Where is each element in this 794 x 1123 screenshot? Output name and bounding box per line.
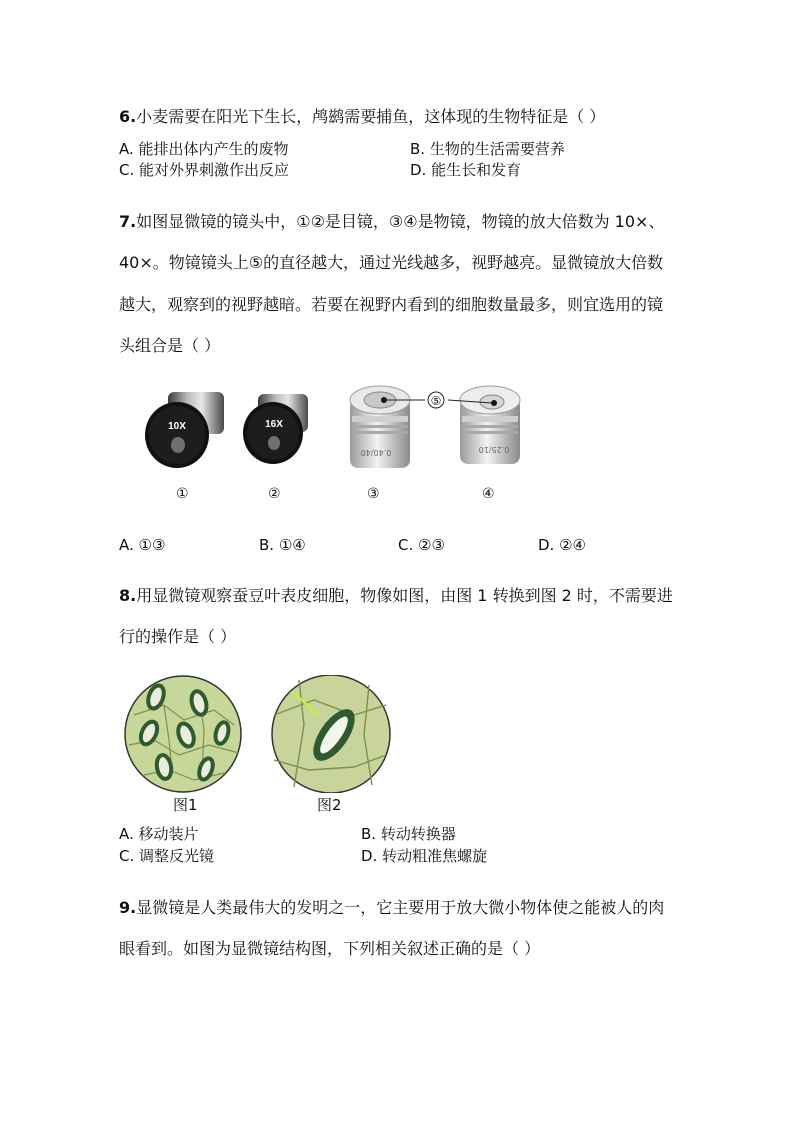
lens-label-1: ① bbox=[176, 486, 189, 502]
q7-option-d: D. ②④ bbox=[538, 536, 586, 554]
q6-option-c: C. 能对外界刺激作出反应 bbox=[119, 161, 290, 179]
q6-option-b: B. 生物的生活需要营养 bbox=[410, 140, 565, 158]
lens-label-3: ③ bbox=[367, 486, 380, 502]
q9-text-1: 显微镜是人类最伟大的发明之一，它主要用于放大微小物体使之能被人的肉 bbox=[136, 898, 665, 917]
svg-text:0.25/10: 0.25/10 bbox=[478, 445, 510, 454]
q7-option-b: B. ①④ bbox=[259, 536, 306, 554]
q8-line-2: 行的操作是（ ） bbox=[119, 627, 237, 646]
q8-option-a: A. 移动装片 bbox=[119, 825, 199, 843]
q6-stem-text: 小麦需要在阳光下生长，鸬鹚需要捕鱼，这体现的生物特征是（ ） bbox=[136, 107, 606, 126]
lens-label-4: ④ bbox=[482, 486, 495, 502]
figure-2-caption: 图2 bbox=[317, 796, 342, 814]
q9-number: 9. bbox=[119, 898, 137, 917]
eyepiece-1-image bbox=[145, 392, 224, 468]
q7-line-1 bbox=[119, 212, 664, 232]
q7-line-3: 越大，观察到的视野越暗。若要在视野内看到的细胞数量最多，则宜选用的镜 bbox=[119, 295, 664, 314]
q7-line-4: 头组合是（ ） bbox=[119, 336, 221, 355]
figure-1-image bbox=[125, 676, 241, 792]
q8-option-d: D. 转动粗准焦螺旋 bbox=[361, 847, 488, 865]
objective-4-image bbox=[460, 386, 520, 464]
lens-label-2: ② bbox=[268, 486, 281, 502]
eyepiece-2-mark: 16X bbox=[265, 419, 283, 430]
q7-option-c: C. ②③ bbox=[398, 536, 445, 554]
q7-lens-figure bbox=[140, 378, 540, 503]
q6-option-a: A. 能排出体内产生的废物 bbox=[119, 140, 289, 158]
figure-2-image bbox=[272, 675, 390, 793]
q8-option-b: B. 转动转换器 bbox=[361, 825, 456, 843]
q6-number: 6. bbox=[119, 107, 137, 126]
q8-line-1 bbox=[119, 586, 673, 606]
svg-text:0.40/40: 0.40/40 bbox=[360, 448, 392, 457]
q7-text-1: 如图显微镜的镜头中，①②是目镜，③④是物镜，物镜的放大倍数为 10×、 bbox=[136, 212, 665, 231]
q9-line-1 bbox=[119, 898, 664, 918]
q9-line-2: 眼看到。如图为显微镜结构图，下列相关叙述正确的是（ ） bbox=[119, 939, 541, 958]
figure-1-caption: 图1 bbox=[173, 796, 198, 814]
q8-epidermis-figure bbox=[124, 675, 396, 793]
q6-stem bbox=[119, 107, 605, 127]
eyepiece-2-image bbox=[243, 394, 308, 464]
pointer-5-label: ⑤ bbox=[430, 394, 442, 408]
q8-text-1: 用显微镜观察蚕豆叶表皮细胞，物像如图，由图 1 转换到图 2 时，不需要进 bbox=[136, 586, 673, 605]
q7-option-a: A. ①③ bbox=[119, 536, 166, 554]
q8-number: 8. bbox=[119, 586, 137, 605]
q6-option-d: D. 能生长和发育 bbox=[410, 161, 522, 179]
objective-3-image bbox=[350, 386, 410, 468]
q7-number: 7. bbox=[119, 212, 137, 231]
eyepiece-1-mark: 10X bbox=[168, 421, 186, 432]
q7-line-2: 40×。物镜镜头上⑤的直径越大，通过光线越多，视野越亮。显微镜放大倍数 bbox=[119, 253, 664, 272]
q8-option-c: C. 调整反光镜 bbox=[119, 847, 215, 865]
